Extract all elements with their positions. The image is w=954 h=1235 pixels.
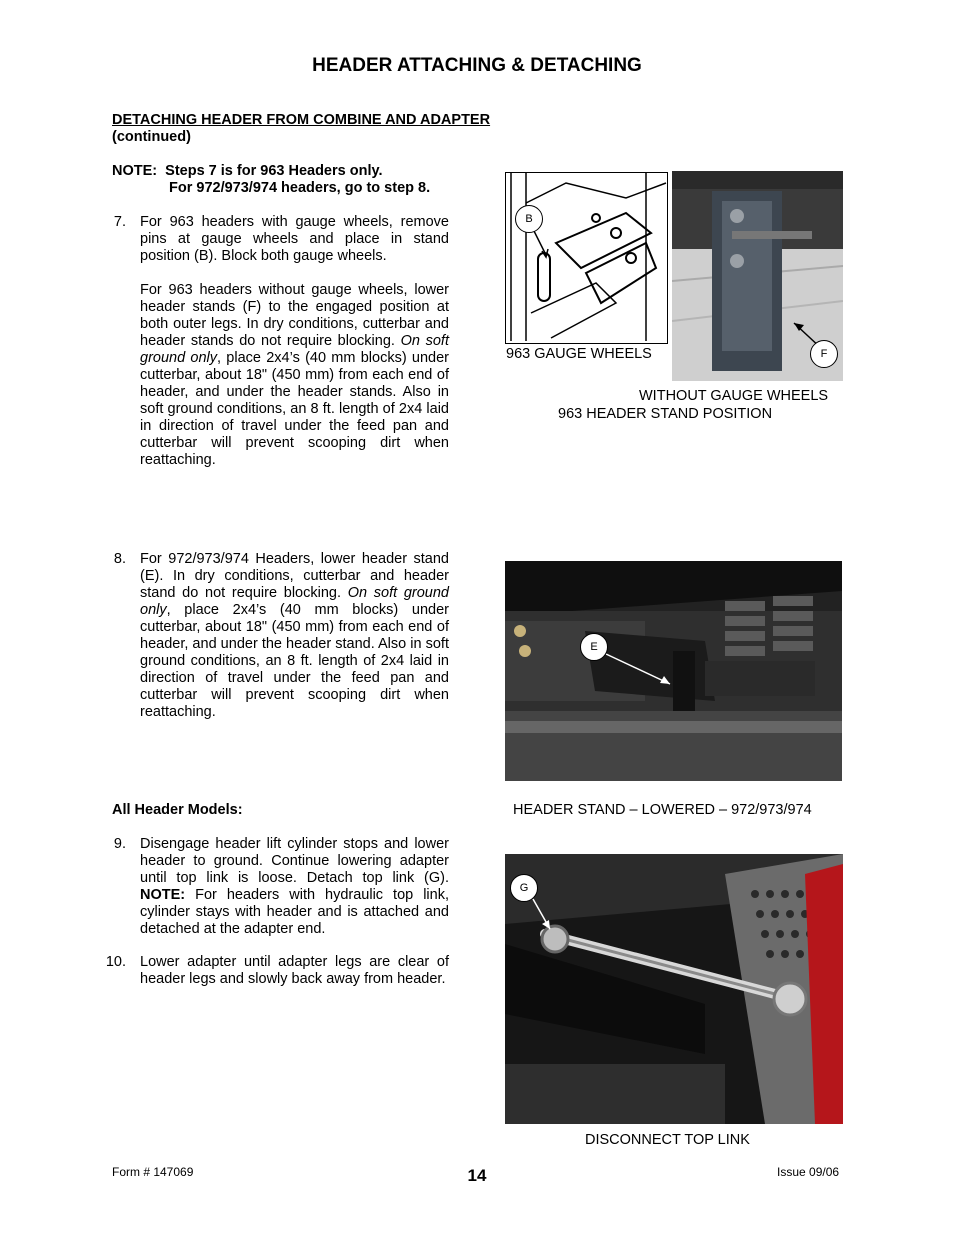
step-8-number: 8. <box>113 551 126 567</box>
gauge-wheels-caption: 963 GAUGE WHEELS <box>506 346 652 362</box>
gauge-wheels-drawing <box>505 172 668 344</box>
step-8-text-b: , place 2x4’s (40 mm blocks) under cutterbar, about 18" (450 mm) from each end of header, and under the header stand. Also in soft ground conditions, an 8 ft. length of 2x4 laid in direction of travel under the feed pan and cutterbar will prevent scooping dirt when reattaching. <box>140 602 449 720</box>
callout-f: F <box>810 340 838 368</box>
section-heading-suffix: (continued) <box>112 129 191 145</box>
step-9-text <box>140 836 449 938</box>
callout-b: B <box>515 205 543 233</box>
step-7-para-2-em: On soft ground only <box>140 333 449 366</box>
callout-e: E <box>580 633 608 661</box>
callout-g: G <box>510 874 538 902</box>
step-9-main: Disengage header lift cylinder stops and lower header to ground. Continue lowering adapter until top link is loose. Detach top link (G). <box>140 836 449 886</box>
step-9-number: 9. <box>113 836 126 852</box>
top-link-caption: DISCONNECT TOP LINK <box>585 1132 750 1148</box>
header-stand-photo <box>672 171 843 381</box>
page-title: HEADER ATTACHING & DETACHING <box>312 55 642 76</box>
note-line-2: For 972/973/974 headers, go to step 8. <box>169 180 431 196</box>
stand-position-caption: 963 HEADER STAND POSITION <box>558 406 773 422</box>
footer-issue: Issue 09/06 <box>777 1165 840 1179</box>
section-heading-text: DETACHING HEADER FROM COMBINE AND ADAPTER <box>112 112 491 128</box>
step-7-para-2-b: , place 2x4’s (40 mm blocks) under cutterbar, about 18" (450 mm) from each end of header, and under the header stands. Also in soft ground conditions, an 8 ft. length of 2x4 laid in direction of travel under the feed pan and cutterbar will prevent scooping dirt when reattaching. <box>140 350 449 468</box>
note-block <box>112 163 430 197</box>
footer-form-number: Form # 147069 <box>112 1165 194 1179</box>
step-7-para-2-a: For 963 headers without gauge wheels, lower header stands (F) to the engaged position at both outer legs. In dry conditions, cutterbar and header stands do not require blocking. <box>140 282 449 349</box>
section-heading <box>112 112 490 146</box>
step-10-number: 10. <box>105 954 126 970</box>
step-10-text: Lower adapter until adapter legs are clear of header legs and slowly back away from header. <box>140 954 449 987</box>
gauge-wheels-illustration <box>506 173 667 343</box>
step-7-para-1: For 963 headers with gauge wheels, remove pins at gauge wheels and place in stand position (B). Block both gauge wheels. <box>140 214 449 264</box>
step-9-note-text: For headers with hydraulic top link, cylinder stays with header and is attached and detached at the adapter end. <box>140 887 449 937</box>
step-7-number: 7. <box>113 214 126 230</box>
stand-lowered-caption: HEADER STAND – LOWERED – 972/973/974 <box>513 802 812 818</box>
step-8-text <box>140 551 449 721</box>
stand-lowered-photo <box>505 561 842 781</box>
note-line-1: NOTE: Steps 7 is for 963 Headers only. <box>112 163 383 179</box>
step-9-note-label: NOTE: <box>140 887 186 903</box>
step-8-text-em: On soft ground only <box>140 585 449 618</box>
all-models-heading: All Header Models: <box>112 802 243 818</box>
stand-lowered-illustration <box>505 561 842 781</box>
step-7-para-2 <box>140 282 449 469</box>
top-link-illustration <box>505 854 843 1124</box>
step-8-text-a: For 972/973/974 Headers, lower header stand (E). In dry conditions, cutterbar and header stand do not require blocking. <box>140 551 449 601</box>
top-link-photo <box>505 854 843 1124</box>
page-number: 14 <box>467 1166 487 1185</box>
without-gauge-caption: WITHOUT GAUGE WHEELS <box>639 388 829 404</box>
